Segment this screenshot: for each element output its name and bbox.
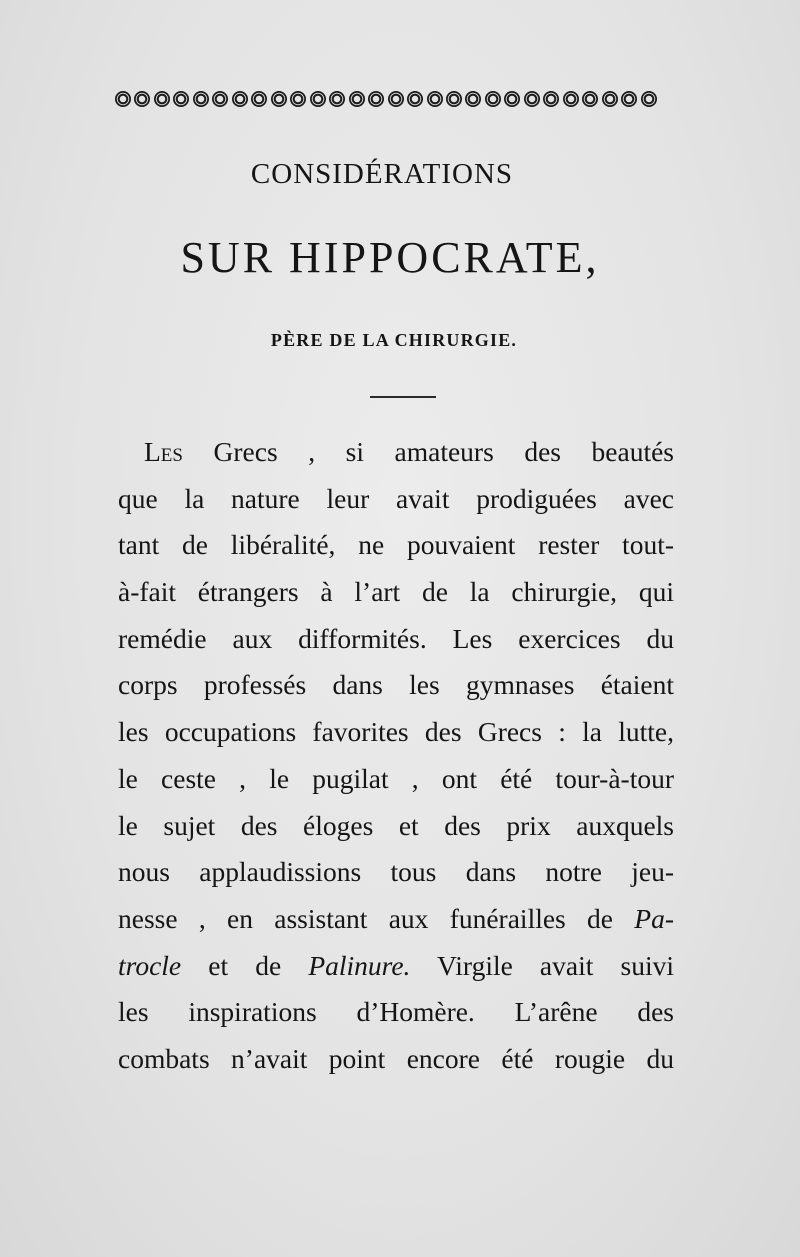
ornament-dot [504, 91, 520, 107]
dropcap-word: Les [144, 436, 183, 467]
ornament-dot [602, 91, 618, 107]
heading-considerations: CONSIDÉRATIONS [250, 158, 514, 190]
text-line-1: Les Grecs , si amateurs des beautés [144, 436, 674, 467]
ornament-dot [485, 91, 501, 107]
text-line-11: nesse , en assistant aux funérailles de Pa- [118, 902, 674, 934]
text-line-7: les occupations favorites des Grecs : la lutte, [118, 716, 674, 748]
ornament-dot [641, 91, 657, 107]
ornament-dot [154, 91, 170, 107]
ornament-dot [388, 91, 404, 107]
text-line-6: corps professés dans les gymnases étaient [118, 669, 674, 701]
text-line-9: le sujet des éloges et des prix auxquels [118, 809, 674, 841]
text-line-4: à-fait étrangers à l’art de la chirurgie, qui [118, 576, 674, 608]
text-line-13: les inspirations d’Homère. L’arêne des [118, 996, 674, 1028]
ornament-dot [115, 91, 131, 107]
ornament-dot [193, 91, 209, 107]
ornament-dot [310, 91, 326, 107]
subheading-pere-de-la-chirurgie: PÈRE DE LA CHIRURGIE. [270, 330, 518, 350]
text-line-12: trocle et de Palinure. Virgile avait suivi [118, 949, 674, 981]
ornament-dot [543, 91, 559, 107]
ornament-dot [407, 91, 423, 107]
text-line-2: que la nature leur avait prodiguées avec [118, 482, 674, 514]
ornament-dot [290, 91, 306, 107]
ornament-dot [329, 91, 345, 107]
ornament-dot [212, 91, 228, 107]
ornament-dot [134, 91, 150, 107]
ornament-dot [232, 91, 248, 107]
heading-sur-hippocrate: SUR HIPPOCRATE, [180, 233, 600, 282]
ornament-dot [446, 91, 462, 107]
text-line-3: tant de libéralité, ne pouvaient rester tout- [118, 529, 674, 561]
text-line-14: combats n’avait point encore été rougie du [118, 1042, 674, 1074]
section-divider-rule [370, 396, 436, 398]
ornament-dot [271, 91, 287, 107]
text-line-10: nous applaudissions tous dans notre jeu- [118, 856, 674, 888]
ornament-dot [349, 91, 365, 107]
ornament-dot [465, 91, 481, 107]
text-line-5: remédie aux difformités. Les exercices du [118, 622, 674, 654]
ornament-dot [427, 91, 443, 107]
decorative-border-ornament [115, 88, 657, 110]
body-paragraph [118, 429, 674, 1083]
ornament-dot [563, 91, 579, 107]
ornament-dot [251, 91, 267, 107]
ornament-dot [582, 91, 598, 107]
text-line-8: le ceste , le pugilat , ont été tour-à-tour [118, 762, 674, 794]
ornament-dot [524, 91, 540, 107]
ornament-dot [173, 91, 189, 107]
ornament-dot [621, 91, 637, 107]
ornament-dot [368, 91, 384, 107]
